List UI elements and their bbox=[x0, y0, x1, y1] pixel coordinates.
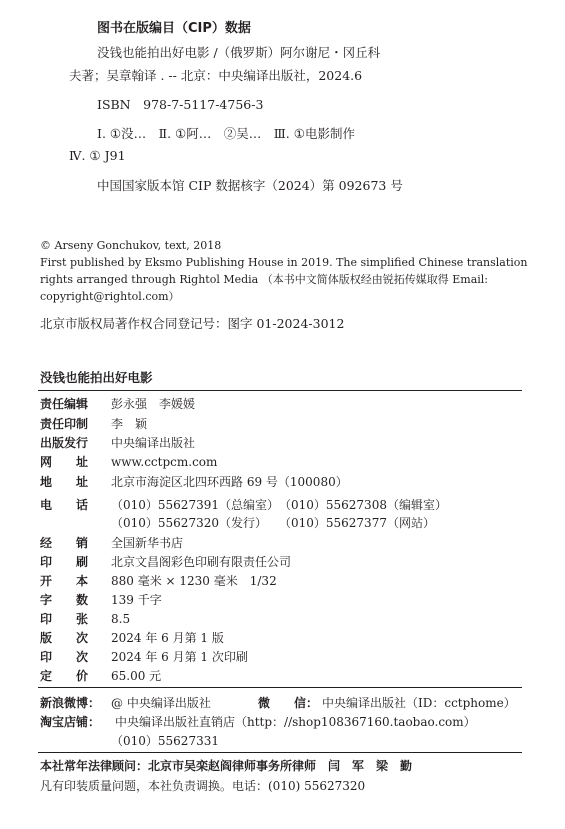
divider bbox=[38, 752, 522, 753]
detail-value: 北京市海淀区北四环西路 69 号（100080） bbox=[111, 475, 348, 489]
cip-title-line: 没钱也能拍出好电影 /（俄罗斯）阿尔谢尼・冈丘科 bbox=[97, 45, 381, 60]
taobao-phone: （010）55627331 bbox=[111, 734, 219, 748]
quality-notice: 凡有印装质量问题，本社负责调换。电话：(010) 55627320 bbox=[40, 779, 366, 793]
detail-label: 地 址 bbox=[40, 475, 89, 489]
detail-label: 版 次 bbox=[40, 631, 89, 645]
detail-label: 网 址 bbox=[40, 455, 89, 469]
cip-isbn: ISBN 978-7-5117-4756-3 bbox=[97, 97, 264, 112]
copyright-contract-number: 北京市版权局著作权合同登记号：图字 01-2024-3012 bbox=[40, 316, 345, 331]
copyright-line: First published by Eksmo Publishing House in 2019. The simplified Chinese translation bbox=[40, 256, 528, 269]
detail-value: 李 颖 bbox=[111, 417, 148, 431]
cip-classification-continued: Ⅳ. ① J91 bbox=[69, 148, 126, 163]
detail-value: 中央编译出版社 bbox=[111, 436, 196, 450]
detail-label: 电 话 bbox=[40, 498, 89, 512]
wechat-value: 中央编译出版社（ID：cctphome） bbox=[322, 696, 516, 710]
detail-value: 139 千字 bbox=[111, 593, 162, 607]
detail-value: （010）55627391（总编室） （010）55627308（编辑室） bbox=[111, 498, 447, 512]
taobao-value: 中央编译出版社直销店（http：//shop108367160.taobao.com） bbox=[115, 715, 476, 729]
detail-value: www.cctpcm.com bbox=[111, 455, 218, 469]
detail-value: 全国新华书店 bbox=[111, 536, 184, 550]
detail-label: 印 张 bbox=[40, 612, 89, 626]
weibo-value: @ 中央编译出版社 bbox=[111, 696, 211, 710]
detail-label: 定 价 bbox=[40, 669, 89, 683]
cip-classification: Ⅰ. ①没… Ⅱ. ①阿… ②吴… Ⅲ. ①电影制作 bbox=[97, 126, 355, 141]
taobao-label: 淘宝店铺： bbox=[40, 715, 101, 729]
detail-label: 经 销 bbox=[40, 536, 89, 550]
detail-label: 印 次 bbox=[40, 650, 89, 664]
divider bbox=[38, 687, 522, 688]
copyright-line: rights arranged through Rightol Media （本书中文简体版权经由锐拓传媒取得 Email: bbox=[40, 273, 488, 286]
book-title: 没钱也能拍出好电影 bbox=[40, 370, 153, 385]
detail-value: 880 毫米 × 1230 毫米 1/32 bbox=[111, 574, 277, 588]
copyright-line: copyright@rightol.com） bbox=[40, 290, 180, 303]
detail-label: 字 数 bbox=[40, 593, 89, 607]
detail-label: 责任印制 bbox=[40, 417, 89, 431]
detail-value: 8.5 bbox=[111, 612, 131, 626]
detail-value: 彭永强 李媛媛 bbox=[111, 397, 196, 411]
detail-label: 出版发行 bbox=[40, 436, 89, 450]
detail-value: 2024 年 6 月第 1 版 bbox=[111, 631, 224, 645]
detail-label: 开 本 bbox=[40, 574, 89, 588]
legal-counsel: 本社常年法律顾问：北京市吴栾赵阎律师事务所律师 闫 军 梁 勤 bbox=[40, 759, 413, 773]
weibo-label: 新浪微博： bbox=[40, 696, 101, 710]
detail-label: 印 刷 bbox=[40, 555, 89, 569]
detail-value: 2024 年 6 月第 1 次印刷 bbox=[111, 650, 248, 664]
cip-heading: 图书在版编目（CIP）数据 bbox=[97, 21, 251, 36]
copyright-line: © Arseny Gonchukov, text, 2018 bbox=[40, 239, 222, 252]
cip-record-number: 中国国家版本馆 CIP 数据核字（2024）第 092673 号 bbox=[97, 178, 403, 193]
detail-value: 北京文昌阁彩色印刷有限责任公司 bbox=[111, 555, 292, 569]
detail-value-continued: （010）55627320（发行） （010）55627377（网站） bbox=[111, 516, 435, 530]
cip-title-line-continued: 夫著；吴章翰译 . -- 北京：中央编译出版社，2024.6 bbox=[69, 68, 363, 83]
detail-label: 责任编辑 bbox=[40, 397, 89, 411]
divider bbox=[38, 390, 522, 391]
wechat-label: 微 信： bbox=[258, 696, 319, 710]
detail-value: 65.00 元 bbox=[111, 669, 162, 683]
